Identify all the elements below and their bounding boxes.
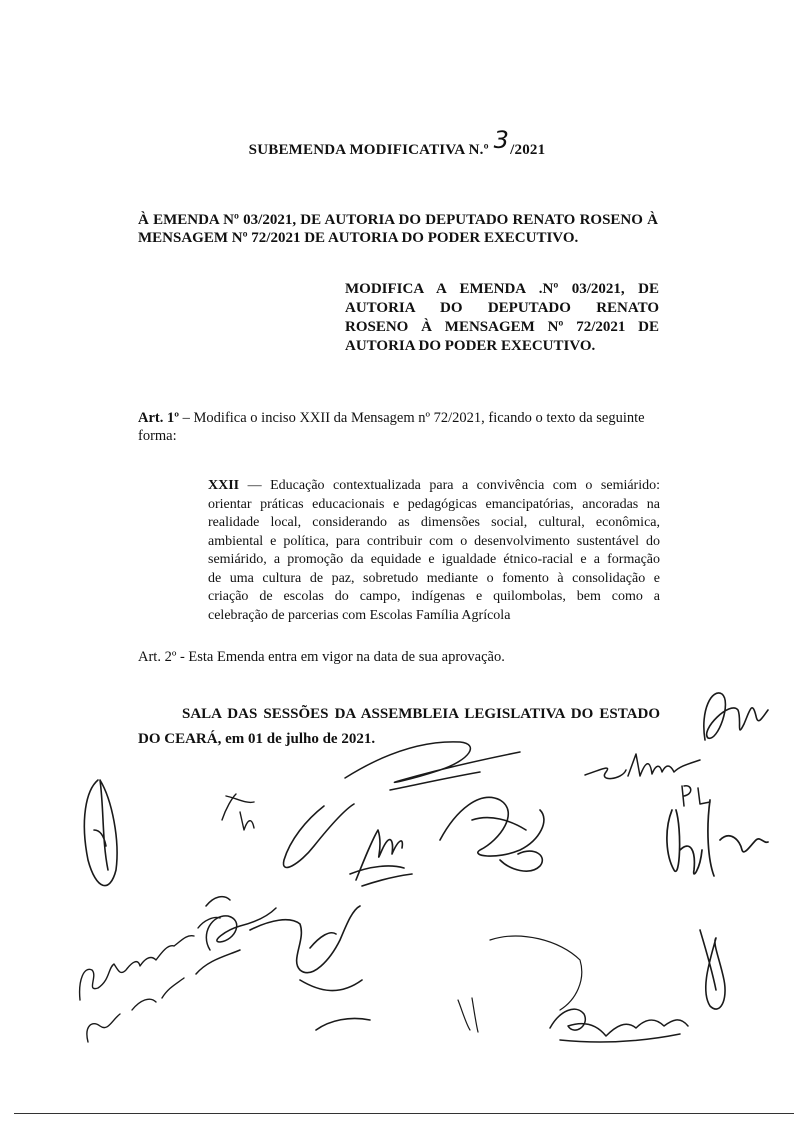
signature-10 [80, 917, 220, 1042]
bottom-rule [14, 1113, 794, 1114]
handwritten-number: 3 [493, 126, 510, 154]
heading-line-1: À EMENDA Nº 03/2021, DE AUTORIA DO DEPUTADO RENATO ROSENO À [138, 212, 658, 228]
inciso-label: XXII [208, 478, 240, 493]
summary-line-1: MODIFICA A EMENDA .Nº 03/2021, DE [345, 281, 659, 297]
signature-3 [667, 800, 768, 876]
quote-line-8: celebração de parcerias com Escolas Família Agrícola [208, 607, 511, 623]
summary-line-3: ROSENO À MENSAGEM Nº 72/2021 DE [345, 319, 659, 335]
scribble-2 [490, 936, 582, 1010]
closing-line-2: DO CEARÁ, em 01 de julho de 2021. [138, 731, 376, 747]
heading-line-2: MENSAGEM Nº 72/2021 DE AUTORIA DO PODER EXECUTIVO. [138, 230, 579, 246]
signature-6 [283, 804, 354, 867]
title-suffix: /2021 [510, 142, 546, 158]
article-1-text: – Modifica o inciso XXII da Mensagem nº 72/2021, ficando o texto da seguinte forma: [138, 410, 645, 444]
quote-line-1 [208, 477, 660, 496]
signature-14 [700, 930, 725, 1009]
signature-7 [345, 742, 520, 790]
closing-line-1: SALA DAS SESSÕES DA ASSEMBLEIA LEGISLATIVA DO ESTADO [182, 706, 660, 722]
signature-4 [84, 780, 117, 886]
article-2: Art. 2º - Esta Emenda entra em vigor na data de sua aprovação. [138, 649, 505, 665]
title-prefix: SUBEMENDA MODIFICATIVA N.º [248, 142, 489, 158]
scribble-1 [458, 998, 478, 1032]
quote-line-1-text: — Educação contextualizada para a convivência com o semiárido: [239, 478, 660, 493]
signatures-area [0, 680, 794, 1110]
article-1-label: Art. 1º [138, 410, 180, 426]
summary-line-4: AUTORIA DO PODER EXECUTIVO. [345, 338, 596, 354]
signature-11 [196, 897, 276, 974]
quote-line-3: realidade local, considerando as dimensões social, cultural, econômica, [208, 515, 660, 530]
quote-line-5: semiárido, a promoção da equidade e igualdade étnico-racial e a formação [208, 552, 660, 567]
quoted-inciso [208, 477, 660, 625]
quote-line-6: de uma cultura de paz, sobretudo mediante o fomento à consolidação e [208, 570, 660, 586]
signature-9 [440, 797, 544, 871]
document-title [0, 126, 794, 160]
signature-5 [222, 794, 254, 830]
quote-line-2: orientar práticas educacionais e pedagógicas emancipatórias, ancoradas na [208, 496, 660, 512]
signature-13 [550, 1009, 688, 1042]
quote-line-4: ambiental e política, para contribuir com o desenvolvimento sustentável do [208, 533, 660, 549]
amendment-summary [345, 280, 659, 356]
summary-line-2: AUTORIA DO DEPUTADO RENATO [345, 300, 659, 316]
signature-12 [250, 906, 370, 1030]
signature-8 [350, 830, 412, 886]
signature-1 [704, 693, 768, 740]
amendment-heading [138, 211, 658, 247]
quote-line-7: criação de escolas do campo, indígenas e quilombolas, bem como a [208, 589, 660, 604]
article-1 [138, 409, 660, 445]
signature-2 [585, 754, 710, 806]
